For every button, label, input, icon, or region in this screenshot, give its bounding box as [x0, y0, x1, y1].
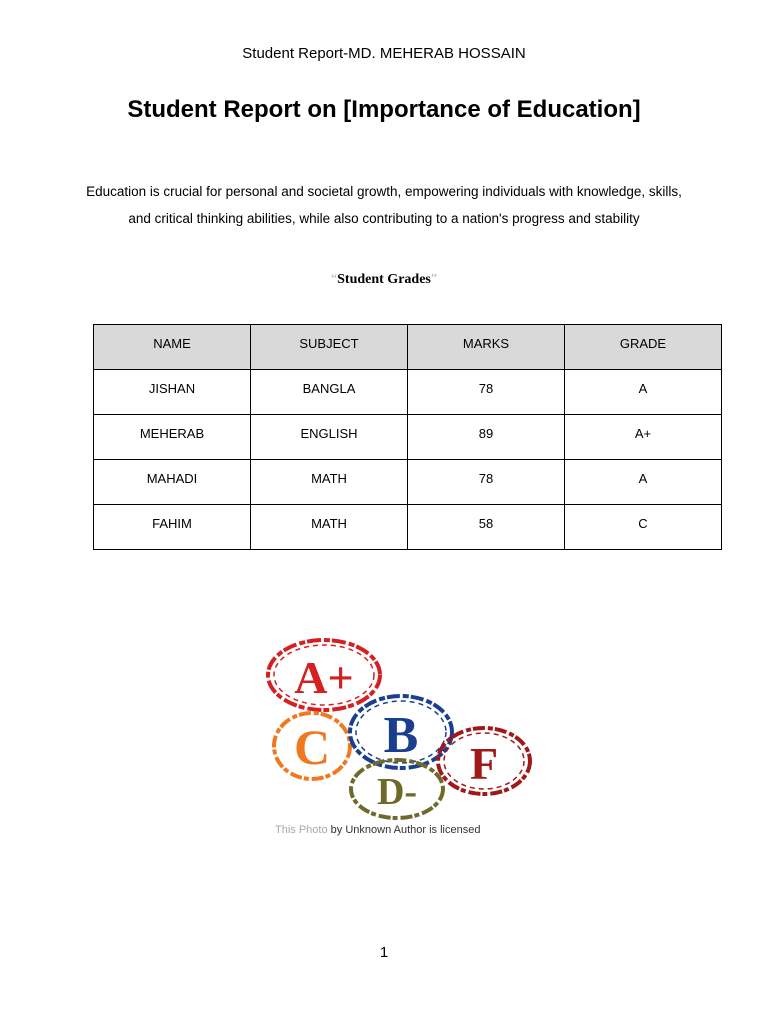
credit-text: by Unknown Author is licensed [327, 824, 481, 836]
open-quote: “ [330, 272, 338, 287]
intro-paragraph: Education is crucial for personal and societal growth, empowering individuals with knowledge, skills, and critical thinking abilities, while also contributing to a nation's progress and stability [86, 184, 682, 226]
stamp-label: F [469, 738, 499, 789]
page-header: Student Report-MD. MEHERAB HOSSAIN [242, 45, 526, 62]
image-credit [275, 824, 535, 836]
stamp-label: B [383, 707, 419, 764]
stamp-label: A+ [294, 652, 354, 703]
caption-text: Student Grades [337, 272, 431, 287]
cell-grade: C [565, 505, 722, 550]
table-caption [0, 272, 768, 288]
cell-subject: MATH [251, 460, 408, 505]
cell-marks: 58 [408, 505, 565, 550]
cell-name: FAHIM [94, 505, 251, 550]
cell-marks: 89 [408, 415, 565, 460]
cell-marks: 78 [408, 460, 565, 505]
stamp-label: C [293, 719, 331, 775]
header-cell-grade: GRADE [565, 325, 722, 370]
grade-stamp-c [274, 713, 350, 779]
header-cell-marks: MARKS [408, 325, 565, 370]
cell-marks: 78 [408, 370, 565, 415]
table-row [94, 460, 722, 505]
credit-link[interactable]: This Photo [275, 824, 328, 836]
cell-grade: A [565, 460, 722, 505]
grades-table [93, 324, 722, 550]
document-title: Student Report on [Importance of Education] [127, 96, 641, 123]
page-number: 1 [379, 944, 389, 961]
stamp-label: D- [376, 771, 418, 813]
cell-name: JISHAN [94, 370, 251, 415]
header-cell-subject: SUBJECT [251, 325, 408, 370]
table-row [94, 415, 722, 460]
cell-name: MEHERAB [94, 415, 251, 460]
table-header-row [94, 325, 722, 370]
grade-stamp-a-plus [268, 640, 380, 710]
table-row [94, 505, 722, 550]
cell-subject: BANGLA [251, 370, 408, 415]
cell-subject: MATH [251, 505, 408, 550]
grades-illustration [262, 630, 542, 835]
cell-name: MAHADI [94, 460, 251, 505]
table-row [94, 370, 722, 415]
cell-grade: A [565, 370, 722, 415]
close-quote: ” [430, 272, 438, 287]
cell-subject: ENGLISH [251, 415, 408, 460]
header-cell-name: NAME [94, 325, 251, 370]
cell-grade: A+ [565, 415, 722, 460]
